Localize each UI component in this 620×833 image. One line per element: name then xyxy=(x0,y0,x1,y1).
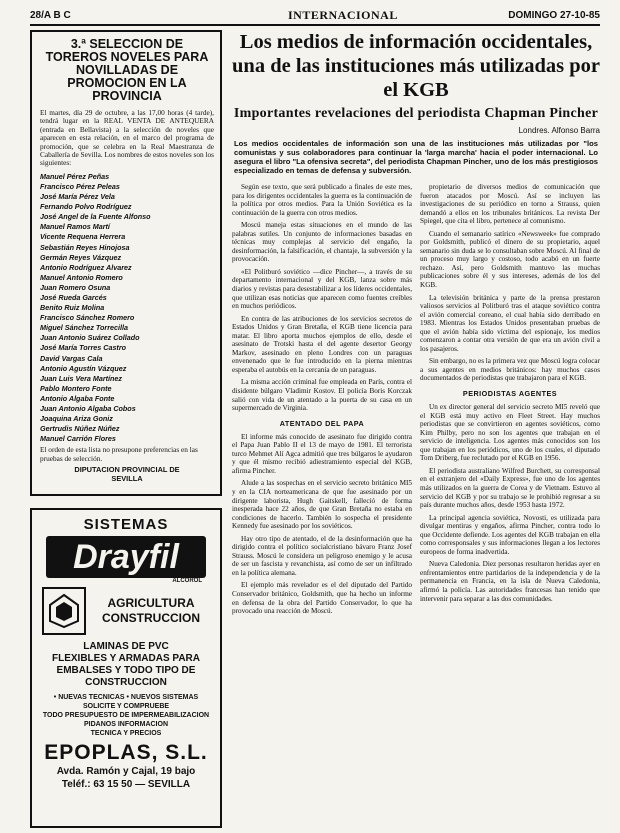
article-columns xyxy=(232,183,600,620)
page-number: 28/A B C xyxy=(30,10,71,21)
article-paragraph: Moscú maneja estas situaciones en el mundo de las palabras sutiles. Un conjunto de informaciones basadas en técnicas muy complejas al servicio del engaño, la desinformación, la falsificación, el chantaje, la subversión y la provocación. xyxy=(232,221,412,264)
ad-brand-sub: ALCOROL xyxy=(172,578,202,584)
bullfight-name-item: José María Torres Castro xyxy=(40,343,127,353)
article-paragraph: Alude a las sospechas en el servicio secreto británico MI5 y en la CIA norteamericana de que fue asesinado por un dirigente laborista, Hugh Gaitskell, falleció de forma inesperada hace 22 años, de que Gran Bretaña no estaba en condiciones de hacerlo. También lo sospecha el presidente Kennedy fue asesinado por los soviéticos. xyxy=(232,479,412,531)
bullfight-name-item: Manuel Antonio Romero xyxy=(40,272,123,282)
subheading-periodistas: PERIODISTAS AGENTES xyxy=(462,389,558,399)
bullfight-name-item: Juan Romero Osuna xyxy=(40,282,111,292)
article-paragraph: La misma acción criminal fue empleada en París, contra el disidente búlgaro Vladimir Kostov. El policía Boris Korczak salió con vida de un atentado a la puerta de su casa en un supermercado de Virginia. xyxy=(232,378,412,413)
drayfil-advertisement xyxy=(30,508,222,828)
column-1b-paragraphs xyxy=(232,433,412,616)
article-paragraph: Sin embargo, no es la primera vez que Moscú logra colocar a sus agentes en medios británicos: hay muchos casos documentados de periodistas que trabajaron para el KGB. xyxy=(420,357,600,383)
article-byline: Londres. Alfonso Barra xyxy=(518,126,600,135)
article-column-1 xyxy=(232,183,412,620)
ad-line-1: LAMINAS DE PVC xyxy=(83,641,169,652)
bullfight-name-item: Fernando Polvo Rodríguez xyxy=(40,202,132,212)
bullfight-signature xyxy=(40,465,214,483)
article-paragraph: «El Politburó soviético —dice Pincher—, a través de su departamento internacional y del KGB, lanza sobre más diarios y revistas para desestabilizar a los líderes occidentales, que utilizan esas noticias que aparecen como fuentes creíbles en muchos periódicos. xyxy=(232,267,412,311)
ad-line-2: FLEXIBLES Y ARMADAS PARA xyxy=(52,653,200,664)
bullfight-name-item: Juan Antonio Algaba Cobos xyxy=(40,404,136,413)
article-paragraph: En contra de las atribuciones de los servicios secretos de Estados Unidos y Gran Bretaña, el KGB tiene licencia para matar. El libro aporta muchos ejemplos de ello, desde el asesinato de Trotski hasta el del agente desertor Georgy Markov, asesinado en pleno Londres con un paraguas envenenado que le fue introducido en la pierna mientras esperaba el autobús en la cercanía de un paraguas. xyxy=(232,314,412,374)
bullfight-name-item: Miguel Sánchez Torrecilla xyxy=(40,323,129,333)
ad-division-agriculture: AGRICULTURA xyxy=(107,596,195,610)
ad-sistemas-label: SISTEMAS xyxy=(83,516,169,533)
bullfight-notice xyxy=(30,30,222,496)
main-article xyxy=(232,30,600,620)
signature-line-2: SEVILLA xyxy=(111,474,143,484)
page-header xyxy=(30,6,600,26)
ad-brand-logo: Drayfil xyxy=(46,536,206,578)
article-headline: Los medios de información occidentales, una de las instituciones más utilizadas por el KGB xyxy=(232,31,600,101)
bullfight-name-item: Germán Reyes Vázquez xyxy=(40,252,122,262)
bullfight-name-item: Antonio Agustín Vázquez xyxy=(40,363,127,373)
bullfight-name-item: Francisco Sánchez Romero xyxy=(40,313,135,323)
ad-phone: Teléf.: 63 15 50 — SEVILLA xyxy=(61,779,191,790)
bullfight-closing: El orden de esta lista no presupone preferencias en las pruebas de selección. xyxy=(40,445,198,463)
ad-company-name: EPOPLAS, S.L. xyxy=(44,741,208,764)
bullfight-name-item: David Vargas Cala xyxy=(40,353,103,363)
bullfight-name-item: Manuel Pérez Peñas xyxy=(40,171,110,181)
bullfight-name-item: Gertrudis Núñez Núñez xyxy=(40,424,120,434)
ad-small-4: PIDANOS INFORMACION xyxy=(84,721,168,728)
article-paragraph: La principal agencia soviética, Novosti, es utilizada para divulgar mentiras y engaños, afirma Pincher, contra todo lo que Occidente defiende. Los agentes del KGB trabajan en ella como corresponsales y sus informaciones llegan a los lectores europeos de forma inadvertida. xyxy=(420,513,600,556)
bullfight-name-item: Juan Luis Vera Martínez xyxy=(40,373,123,383)
ad-small-5: TECNICA Y PRECIOS xyxy=(90,730,162,737)
article-paragraph: Cuando el semanario satírico «Newsweek» fue comprado por Goldsmith, publicó el dinero de su propietario, aquel semanario sin duda se lo consultaban sobre Moscú. Al final de un proceso muy largo y costoso, todo acabó en un fuerte rechazo. Así, pero Goldsmith mantuvo las muchas publicaciones sobre él y sus intereses, además de los del KGB. xyxy=(420,229,600,290)
article-paragraph: El informe más conocido de asesinato fue dirigido contra el Papa Juan Pablo II el 13 de mayo de 1981. El terrorista turco Mehmet Alí Agca admitió que tres búlgaros le ayudaron y que él mismo recibió adiestramiento especial del KGB, afirma Pincher. xyxy=(232,432,412,475)
bullfight-name-item: José Angel de la Fuente Alfonso xyxy=(40,212,151,222)
bullfight-name-item: José María Pérez Vela xyxy=(40,192,115,202)
bullfight-name-item: Manuel Ramos Martí xyxy=(40,222,110,232)
bullfight-name-item: José Rueda Garcés xyxy=(40,292,107,302)
bullfight-name-item: Antonio Algaba Fonte xyxy=(40,393,115,403)
article-paragraph: Un ex director general del servicio secreto MI5 reveló que el KGB está muy activo en Fleet Street. Hay muchos periodistas que se convirtieron en agentes soviéticos, como Kim Philby, pero no son los agentes que trabajan en el servicio de inteligencia. Los agentes más conocidos son los que trabajan en los periódicos, uno de los cuales, el diputado Tom Driberg, fue reclutado por el KGB en 1956. xyxy=(420,403,600,463)
article-paragraph: El ejemplo más revelador es el del diputado del Partido Conservador británico, Goldsmith, que ha hecho un informe en defensa de la obra del Partido Conservador, lo que ha provocado una reacción de Moscú. xyxy=(232,581,412,616)
bullfight-title: 3.ª SELECCION DE TOREROS NOVELES PARA NOVILLADAS DE PROMOCION EN LA PROVINCIA xyxy=(45,37,209,103)
ad-small-3: TODO PRESUPUESTO DE IMPERMEABILIZACION xyxy=(42,712,210,719)
article-paragraph: La televisión británica y parte de la prensa prestaron valiosos servicios al Politburó tras el ataque soviético contra el avión comercial coreano, el cual había sido derribado en 1983. Mientras los Estados Unidos presentaban pruebas de que el avión había sido víctima del espionaje, los medios comenzaron a contar otra versión de que era un avión civil a los pasajeros. xyxy=(420,293,600,353)
article-lead: Los medios occidentales de información son una de las instituciones más utilizadas por "los comunistas y sus colaboradores para continuar la 'larga marcha' hacia el poder internacional. Lo asegura el libro "La ofensiva secreta", del periodista Chapman Pincher, uno de los más prestigiosos especializado en temas de defensa y subversión. xyxy=(234,139,598,175)
bullfight-name-item: Pablo Montero Fonte xyxy=(40,383,112,393)
article-column-2 xyxy=(420,183,600,620)
ad-address: Avda. Ramón y Cajal, 19 bajo xyxy=(56,766,196,777)
ad-small-print xyxy=(36,693,216,738)
bullfight-name-item: Francisco Pérez Peleas xyxy=(40,181,120,191)
article-subheadline: Importantes revelaciones del periodista Chapman Pincher xyxy=(233,106,599,121)
ad-division-row xyxy=(36,587,216,635)
ad-small-2: SOLICITE Y COMPRUEBE xyxy=(82,703,170,710)
article-paragraph: propietario de diversos medios de comunicación que fueron atacados por Moscú. Así se incluyen las investigaciones de su periódico en torno a Strauss, quien demandó a ellos en los tribunales británicos. La revista Der Spiegel, que cita el libro, pertenece al comunismo. xyxy=(420,183,600,226)
bullfight-name-item: Vicente Requena Herrera xyxy=(40,232,126,242)
article-paragraph: Según ese texto, que será publicado a finales de este mes, para los dirigentes occidentales la guerra es la continuación de la política por otros medios. Para la Unión Soviética es la continuación de la guerra con otros medios. xyxy=(232,183,412,217)
bullfight-name-item: Manuel Carrión Flores xyxy=(40,434,116,444)
article-paragraph: Hay otro tipo de atentado, el de la desinformación que ha dirigido contra el político socialcristiano bávaro Franz Josef Strauss. Moscú le considera un peligroso enemigo y le acusa de ser un fascista y revanchista, así como de ser un infiltrado en la política alemana. xyxy=(232,534,412,577)
issue-date: DOMINGO 27-10-85 xyxy=(508,10,600,21)
bullfight-name-item: Joaquina Ariza Goniz xyxy=(40,414,113,424)
column-2-paragraphs xyxy=(420,183,600,383)
bullfight-name-item: Antonio Rodríguez Alvarez xyxy=(40,262,132,272)
ad-small-1: • NUEVAS TECNICAS • NUEVOS SISTEMAS xyxy=(53,694,199,701)
ad-division-construction: CONSTRUCCION xyxy=(102,611,200,625)
article-paragraph: Nueva Caledonia. Diez personas resultaron heridas ayer en enfrentamientos entre partidarios de la independencia y de la permanencia en Francia, en la isla de Nueva Caledonia, afirmó la policía. Las autoridades francesas han tenido que intervenir para separar a las dos comunidades. xyxy=(420,560,600,603)
bullfight-name-list xyxy=(40,172,214,445)
column-2b-paragraphs xyxy=(420,403,600,603)
ad-product-lines xyxy=(36,641,216,689)
company-emblem-icon xyxy=(42,587,86,635)
bullfight-name-item: Juan Antonio Suárez Collado xyxy=(40,333,140,343)
ad-line-4: CONSTRUCCION xyxy=(85,677,167,688)
ad-divisions xyxy=(86,596,216,626)
left-column xyxy=(30,30,222,830)
bullfight-name-item: Benito Ruiz Molina xyxy=(40,303,105,313)
bullfight-intro: El martes, día 29 de octubre, a las 17,00 horas (4 tarde), tendrá lugar en la REAL VENTA DE ANTEQUERA (entrada en Bellavista) a la selección de noveles que aparecen en esta relación, en el marco del programa de promoción, que se celebra en la Real Maestranza de Caballería de Sevilla. Los nombres de estos noveles son los siguientes: xyxy=(40,108,214,168)
column-1-paragraphs xyxy=(232,183,412,413)
bullfight-name-item: Sebastián Reyes Hinojosa xyxy=(40,242,130,252)
signature-line-1: DIPUTACION PROVINCIAL DE xyxy=(74,465,180,475)
article-paragraph: El periodista australiano Wilfred Burchett, su corresponsal en el extranjero del «Daily Express», fue uno de los agentes más utilizados en la guerra de Corea y de Vietnam. Estuvo al servicio del KGB y por su trabajo se le prohibió regresar a su país durante muchos años, desde 1953 hasta 1972. xyxy=(420,466,600,510)
section-title: INTERNACIONAL xyxy=(288,8,398,22)
ad-line-3: EMBALSES Y TODO TIPO DE xyxy=(56,665,196,676)
subheading-papa: ATENTADO DEL PAPA xyxy=(279,418,365,428)
